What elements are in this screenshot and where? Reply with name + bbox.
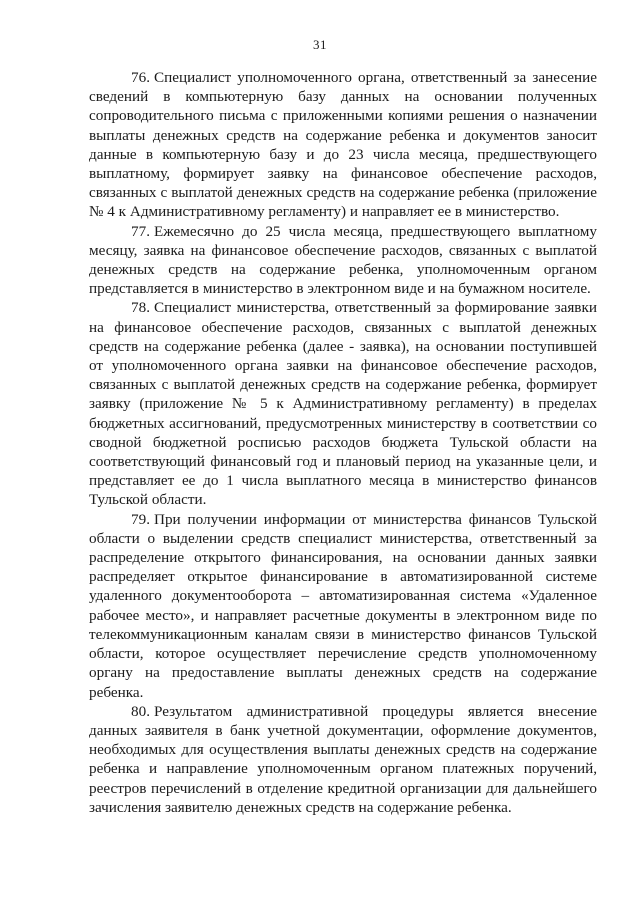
paragraph-79 [89,510,597,702]
paragraph-text: Специалист уполномоченного органа, ответственный за занесение сведений в компьютерную базу данных на основании полученных сопроводительного письма с приложенными копиями решения о назначении выплаты денежных средств на содержание ребенка и документов заносит данные в компьютерную базу и до 23 числа месяца, предшествующего выплатному, формирует заявку на финансовое обеспечение расходов, связанных с выплатой денежных средств на содержание ребенка (приложение № 4 к Административному регламенту) и направляет ее в министерство. [89,69,597,221]
paragraph-77 [89,222,597,299]
paragraph-text: При получении информации от министерства финансов Тульской области о выделении средств специалист министерства, ответственный за распределение открытого финансирования, на основании данных заявки распределяет открытое финансирование в автоматизированной системе удаленного документооборота – автоматизированная система «Удаленное рабочее место», и направляет расчетные документы в электронном виде по телекоммуникационным каналам связи в министерство финансов Тульской области, которое осуществляет перечисление средств уполномоченному органу на предоставление выплаты денежных средств на содержание ребенка. [89,510,597,701]
paragraph-number: 80. [131,702,150,720]
page-number: 31 [313,37,327,52]
document-body [89,68,597,817]
paragraph-number: 79. [131,510,150,528]
paragraph-text: Специалист министерства, ответственный за формирование заявки на финансовое обеспечение расходов, связанных с выплатой денежных средств на содержание ребенка (далее - заявка), на основании поступившей от уполномоченного органа заявки на финансовое обеспечение расходов, связанных с выплатой денежных средств на содержание ребенка, формирует заявку (приложение № 5 к Административному регламенту) в пределах бюджетных ассигнований, предусмотренных министерству в соответствии со сводной бюджетной росписью расходов бюджета Тульской области на соответствующий финансовый год и плановый период на указанные цели, и представляет ее до 1 числа выплатного месяца в министерство финансов Тульской области. [89,299,597,509]
paragraph-76 [89,68,597,222]
paragraph-number: 76. [131,69,150,86]
paragraph-78 [89,298,597,509]
paragraph-number: 78. [131,299,150,317]
paragraph-text: Ежемесячно до 25 числа месяца, предшествующего выплатному месяцу, заявка на финансовое обеспечение расходов, связанных с выплатой денежных средств на содержание ребенка, уполномоченным органом представляется в министерство в электронном виде и на бумажном носителе. [89,222,597,298]
paragraph-number: 77. [131,222,150,240]
paragraph-80 [89,702,597,817]
paragraph-text: Результатом административной процедуры является внесение данных заявителя в банк учетной документации, оформление документов, необходимых для осуществления выплаты денежных средств на содержание ребенка и направление уполномоченным органом платежных поручений, реестров перечислений в отделение кредитной организации для дальнейшего зачисления заявителю денежных средств на содержание ребенка. [89,702,597,816]
